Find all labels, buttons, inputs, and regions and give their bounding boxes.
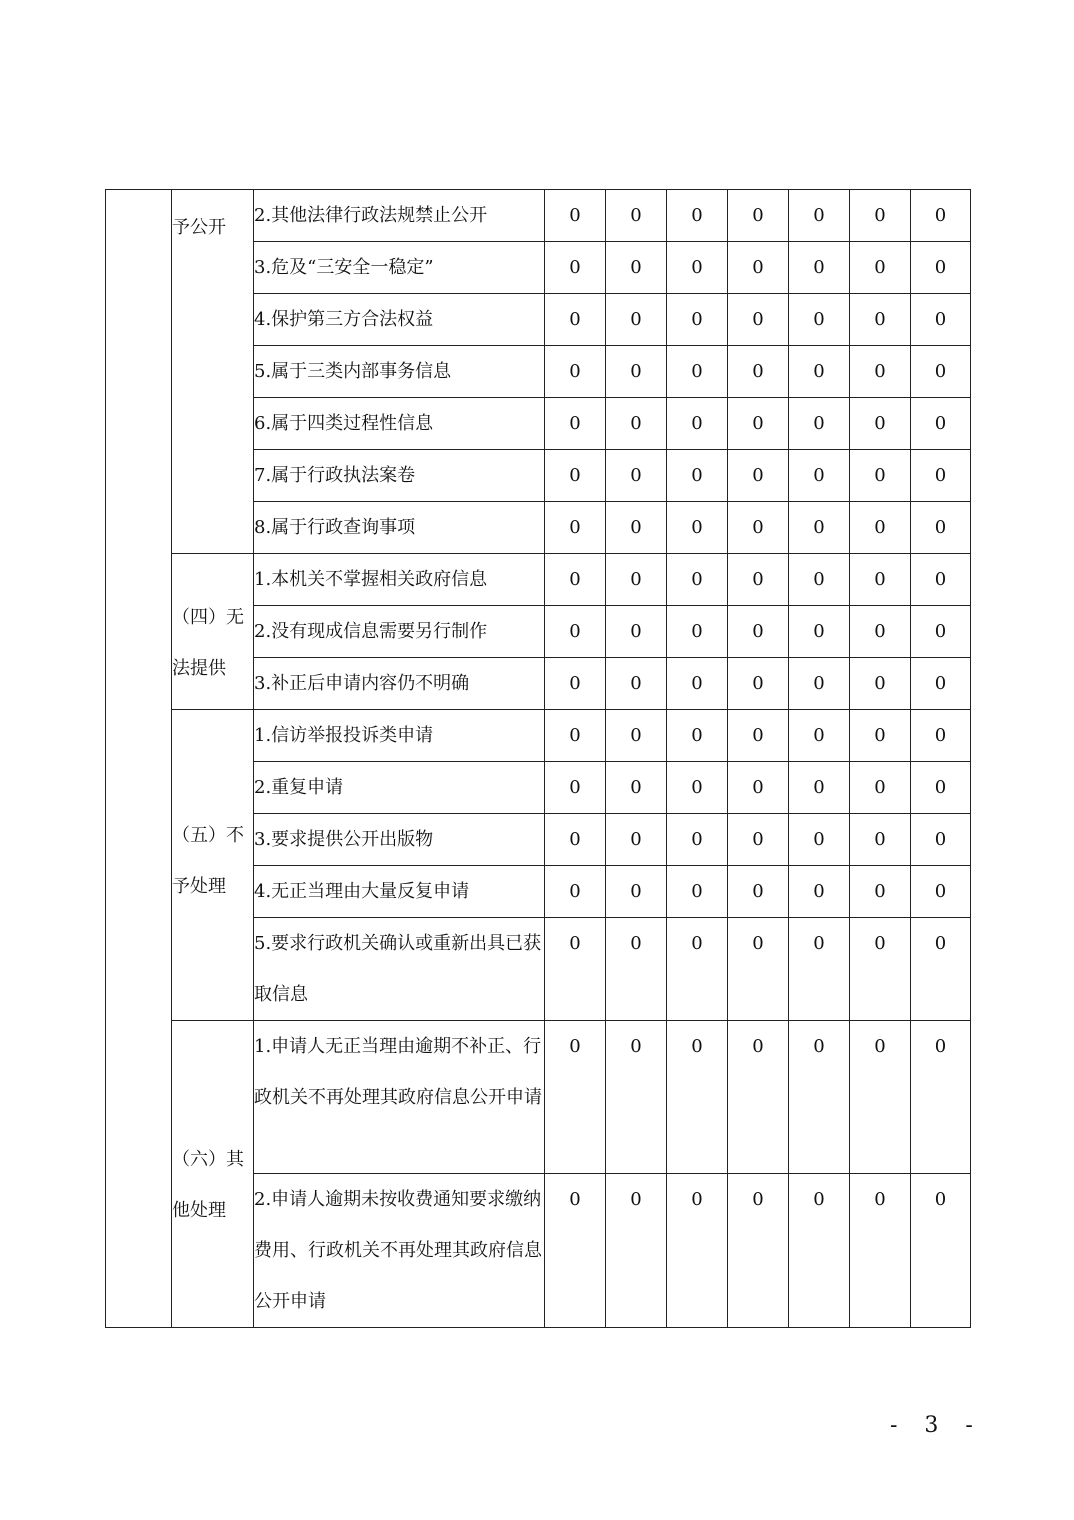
value-cell: 0 — [667, 918, 728, 1021]
value-cell: 0 — [728, 346, 789, 398]
value-cell: 0 — [911, 190, 971, 242]
value-cell: 0 — [606, 1021, 667, 1174]
value-cell: 0 — [911, 294, 971, 346]
value-cell: 0 — [728, 918, 789, 1021]
value-cell: 0 — [789, 1021, 850, 1174]
item-label: 3.要求提供公开出版物 — [254, 814, 545, 866]
value-cell: 0 — [728, 866, 789, 918]
value-cell: 0 — [667, 710, 728, 762]
group-label: 予公开 — [172, 217, 226, 238]
value-cell: 0 — [606, 918, 667, 1021]
value-cell: 0 — [606, 814, 667, 866]
value-cell: 0 — [911, 762, 971, 814]
value-cell: 0 — [789, 762, 850, 814]
value-cell: 0 — [606, 190, 667, 242]
value-cell: 0 — [728, 762, 789, 814]
value-cell: 0 — [545, 346, 606, 398]
value-cell: 0 — [850, 346, 911, 398]
value-cell: 0 — [545, 710, 606, 762]
value-cell: 0 — [789, 918, 850, 1021]
value-cell: 0 — [667, 1021, 728, 1174]
value-cell: 0 — [667, 450, 728, 502]
value-cell: 0 — [667, 814, 728, 866]
value-cell: 0 — [728, 658, 789, 710]
value-cell: 0 — [911, 710, 971, 762]
item-label: 6.属于四类过程性信息 — [254, 398, 545, 450]
category-column-cell — [106, 190, 172, 1328]
value-cell: 0 — [728, 450, 789, 502]
value-cell: 0 — [606, 294, 667, 346]
value-cell: 0 — [789, 190, 850, 242]
value-cell: 0 — [606, 866, 667, 918]
value-cell: 0 — [606, 450, 667, 502]
value-cell: 0 — [850, 502, 911, 554]
item-label: 2.没有现成信息需要另行制作 — [254, 606, 545, 658]
value-cell: 0 — [911, 1021, 971, 1174]
value-cell: 0 — [667, 190, 728, 242]
value-cell: 0 — [850, 294, 911, 346]
value-cell: 0 — [911, 1174, 971, 1328]
item-label: 2.其他法律行政法规禁止公开 — [254, 190, 545, 242]
value-cell: 0 — [667, 554, 728, 606]
value-cell: 0 — [667, 606, 728, 658]
group-label-cell — [172, 710, 254, 1021]
value-cell: 0 — [789, 502, 850, 554]
table-body — [106, 190, 971, 1328]
item-label: 1.信访举报投诉类申请 — [254, 710, 545, 762]
value-cell: 0 — [789, 710, 850, 762]
value-cell: 0 — [789, 554, 850, 606]
page-number: - 3 - — [890, 1413, 983, 1438]
item-label: 4.保护第三方合法权益 — [254, 294, 545, 346]
table-row — [106, 190, 971, 242]
value-cell: 0 — [911, 918, 971, 1021]
value-cell: 0 — [728, 294, 789, 346]
value-cell: 0 — [728, 398, 789, 450]
value-cell: 0 — [911, 398, 971, 450]
value-cell: 0 — [545, 450, 606, 502]
value-cell: 0 — [728, 606, 789, 658]
value-cell: 0 — [728, 242, 789, 294]
value-cell: 0 — [545, 502, 606, 554]
group-label: （六）其他处理 — [172, 1149, 244, 1221]
value-cell: 0 — [911, 814, 971, 866]
value-cell: 0 — [850, 554, 911, 606]
table-row — [106, 1021, 971, 1174]
value-cell: 0 — [667, 346, 728, 398]
value-cell: 0 — [850, 814, 911, 866]
value-cell: 0 — [667, 294, 728, 346]
group-label-cell — [172, 1021, 254, 1328]
value-cell: 0 — [789, 606, 850, 658]
value-cell: 0 — [789, 1174, 850, 1328]
value-cell: 0 — [911, 606, 971, 658]
value-cell: 0 — [911, 866, 971, 918]
value-cell: 0 — [545, 606, 606, 658]
group-label-cell — [172, 190, 254, 554]
table-row — [106, 554, 971, 606]
item-label: 4.无正当理由大量反复申请 — [254, 866, 545, 918]
value-cell: 0 — [667, 242, 728, 294]
value-cell: 0 — [850, 1021, 911, 1174]
group-label: （五）不予处理 — [172, 825, 244, 897]
value-cell: 0 — [606, 346, 667, 398]
item-label: 5.要求行政机关确认或重新出具已获取信息 — [254, 918, 545, 1021]
value-cell: 0 — [667, 866, 728, 918]
value-cell: 0 — [850, 710, 911, 762]
value-cell: 0 — [606, 658, 667, 710]
value-cell: 0 — [911, 554, 971, 606]
value-cell: 0 — [545, 658, 606, 710]
value-cell: 0 — [545, 1021, 606, 1174]
group-label-cell — [172, 554, 254, 710]
value-cell: 0 — [667, 762, 728, 814]
value-cell: 0 — [911, 242, 971, 294]
item-label: 1.本机关不掌握相关政府信息 — [254, 554, 545, 606]
value-cell: 0 — [911, 658, 971, 710]
value-cell: 0 — [850, 190, 911, 242]
value-cell: 0 — [545, 918, 606, 1021]
item-label: 1.申请人无正当理由逾期不补正、行政机关不再处理其政府信息公开申请 — [254, 1021, 545, 1174]
value-cell: 0 — [728, 1021, 789, 1174]
value-cell: 0 — [545, 242, 606, 294]
item-label: 8.属于行政查询事项 — [254, 502, 545, 554]
value-cell: 0 — [911, 502, 971, 554]
value-cell: 0 — [850, 762, 911, 814]
item-label: 2.重复申请 — [254, 762, 545, 814]
value-cell: 0 — [789, 658, 850, 710]
value-cell: 0 — [850, 450, 911, 502]
value-cell: 0 — [728, 710, 789, 762]
value-cell: 0 — [789, 866, 850, 918]
value-cell: 0 — [606, 762, 667, 814]
value-cell: 0 — [850, 606, 911, 658]
value-cell: 0 — [728, 190, 789, 242]
value-cell: 0 — [911, 346, 971, 398]
value-cell: 0 — [789, 346, 850, 398]
value-cell: 0 — [850, 398, 911, 450]
value-cell: 0 — [545, 866, 606, 918]
value-cell: 0 — [667, 502, 728, 554]
value-cell: 0 — [545, 1174, 606, 1328]
value-cell: 0 — [850, 658, 911, 710]
value-cell: 0 — [545, 814, 606, 866]
item-label: 3.补正后申请内容仍不明确 — [254, 658, 545, 710]
value-cell: 0 — [606, 606, 667, 658]
value-cell: 0 — [667, 398, 728, 450]
value-cell: 0 — [667, 658, 728, 710]
value-cell: 0 — [606, 242, 667, 294]
value-cell: 0 — [545, 294, 606, 346]
value-cell: 0 — [850, 866, 911, 918]
value-cell: 0 — [789, 294, 850, 346]
group-label: （四）无法提供 — [172, 607, 244, 679]
value-cell: 0 — [606, 710, 667, 762]
value-cell: 0 — [545, 762, 606, 814]
value-cell: 0 — [728, 502, 789, 554]
value-cell: 0 — [667, 1174, 728, 1328]
value-cell: 0 — [789, 242, 850, 294]
value-cell: 0 — [728, 1174, 789, 1328]
value-cell: 0 — [728, 554, 789, 606]
value-cell: 0 — [850, 242, 911, 294]
value-cell: 0 — [606, 554, 667, 606]
value-cell: 0 — [545, 398, 606, 450]
value-cell: 0 — [545, 190, 606, 242]
value-cell: 0 — [606, 398, 667, 450]
value-cell: 0 — [789, 450, 850, 502]
value-cell: 0 — [911, 450, 971, 502]
report-table — [105, 189, 971, 1328]
value-cell: 0 — [789, 398, 850, 450]
table-row — [106, 710, 971, 762]
value-cell: 0 — [850, 1174, 911, 1328]
item-label: 3.危及“三安全一稳定” — [254, 242, 545, 294]
value-cell: 0 — [728, 814, 789, 866]
value-cell: 0 — [606, 502, 667, 554]
value-cell: 0 — [545, 554, 606, 606]
item-label: 5.属于三类内部事务信息 — [254, 346, 545, 398]
item-label: 2.申请人逾期未按收费通知要求缴纳费用、行政机关不再处理其政府信息公开申请 — [254, 1174, 545, 1328]
value-cell: 0 — [606, 1174, 667, 1328]
item-label: 7.属于行政执法案卷 — [254, 450, 545, 502]
value-cell: 0 — [850, 918, 911, 1021]
value-cell: 0 — [789, 814, 850, 866]
